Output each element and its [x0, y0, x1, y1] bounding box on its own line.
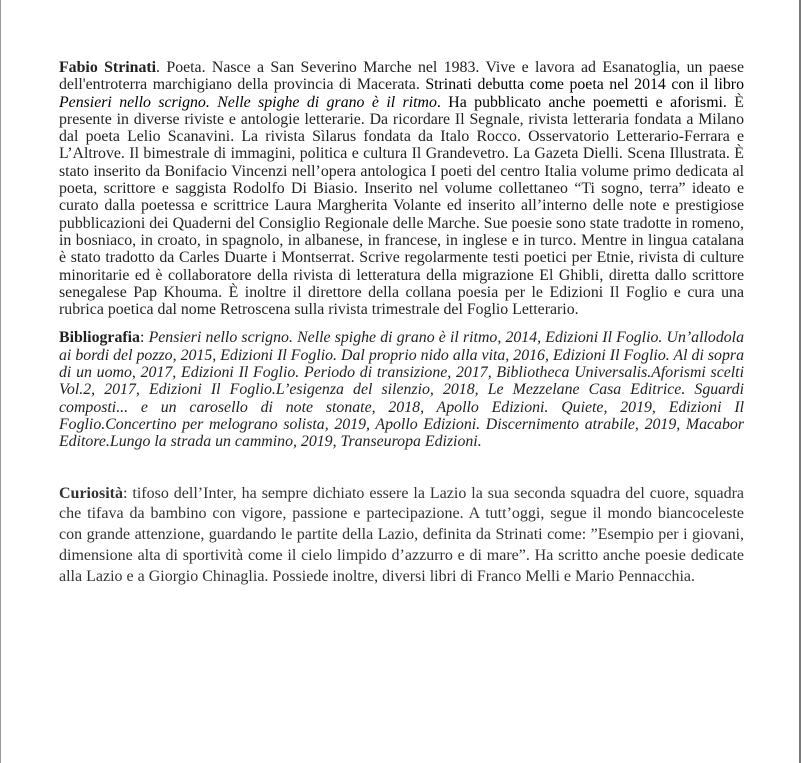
bio-debut-text: Strinati debutta come poeta nel 2014 con il libro — [425, 76, 744, 94]
bio-text-intro: . Poeta. Nasce a San Severino Marche nel 1983. Vive e lavora ad Esanatoglia, un paese dell'entroterra marchigiano della provincia di Macerata. — [59, 59, 744, 94]
biography-paragraph — [59, 59, 744, 318]
page-edge-left — [0, 0, 1, 763]
curiosity-text: : tifoso dell’Inter, ha sempre dichiato essere la Lazio la sua seconda squadra del cuore, squadra che tifava da bambino con vigore, passione e partecipazione. A tutt’oggi, segue il mondo biancoceleste con grande attenzione, guardando le partite della Lazio, definita da Strinati come: ”Esempio per i giovani, dimensione alta di sportività come il cielo limpido d’azzurro e di mare”. Ha scritto anche poesie dedicate alla Lazio e a Giorgio Chinaglia. Possiede inoltre, diversi libri di Franco Melli e Mario Pennacchia. — [59, 484, 744, 585]
bibliography-list: Pensieri nello scrigno. Nelle spighe di grano è il ritmo, 2014, Edizioni Il Foglio. Un’allodola ai bordi del pozzo, 2015, Edizioni Il Foglio. Dal proprio nido alla vita, 2016, Edizioni Il Foglio. Al di sopra di un uomo, 2017, Edizioni Il Foglio. Periodo di transizione, 2017, Bibliotheca Universalis.Aforismi scelti Vol.2, 2017, Edizioni Il Foglio.L’esigenza del silenzio, 2018, Le Mezzelane Casa Editrice. Sguardi composti... e un carosello di note stonate, 2018, Apollo Edizioni. Quiete, 2019, Edizioni Il Foglio.Concertino per melograno solista, 2019, Apollo Edizioni. Discernimento atrabile, 2019, Macabor Editore.Lungo la strada un cammino, 2019, Transeuropa Edizioni. — [59, 329, 744, 451]
bibliography-paragraph — [59, 329, 744, 450]
curiosity-label: Curiosità — [59, 484, 123, 502]
bio-publications-text: . Ha pubblicato anche poemetti e aforismi. — [436, 93, 727, 111]
document-body — [59, 59, 744, 588]
bio-text-body: È presente in diverse riviste e antologie letterarie. Da ricordare Il Segnale, rivista letteraria fondata a Milano dal poeta Lelio Scanavini. La rivista Sìlarus fondata da Italo Rocco. Osservatorio Letterario-Ferrara e L’Altrove. Il bimestrale di immagini, politica e cultura Il Grandevetro. La Gazeta Dielli. Scena Illustrata. È stato inserito da Bonifacio Vincenzi nell’opera antologica I poeti del centro Italia volume primo dedicata al poeta, scrittore e saggista Rodolfo Di Biasio. Inserito nel volume collettaneo “Ti sogno, terra” ideato e curato dalla poetessa e scrittrice Laura Margherita Volante ed inserito all’interno delle note e prestigiose pubblicazioni dei Quaderni del Consiglio Regionale delle Marche. Sue poesie sono state tradotte in romeno, in bosniaco, in croato, in spagnolo, in albanese, in francese, in inglese e in turco. Mentre in lingua catalana è stato tradotto da Carles Duarte i Montserrat. Scrive regolarmente testi poetici per Etnie, rivista di culture minoritarie ed è collaboratore della rivista di letteratura della migrazione El Ghibli, diretta dallo scrittore senegalese Pap Khouma. È inoltre il direttore della collana poesia per le Edizioni Il Foglio e cura una rubrica poetica dal nome Retroscena sulla rivista trimestrale del Foglio Letterario. — [59, 93, 744, 319]
debut-book-title: Pensieri nello scrigno. Nelle spighe di grano è il ritmo — [59, 93, 437, 111]
author-name: Fabio Strinati — [59, 59, 157, 76]
bibliography-label: Bibliografia — [59, 329, 140, 347]
bibliography-separator: : — [139, 329, 149, 347]
curiosity-paragraph — [59, 484, 744, 588]
